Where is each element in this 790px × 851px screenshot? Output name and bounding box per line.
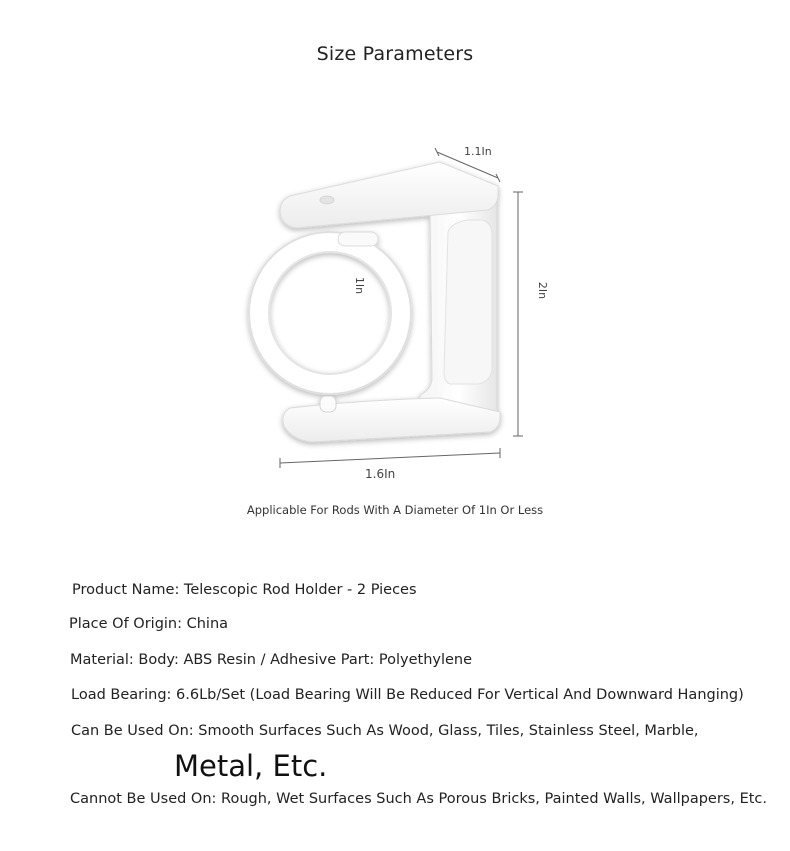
spec-product-name: Product Name: Telescopic Rod Holder - 2 Pieces: [72, 582, 417, 598]
ring-diameter-label: 1In: [353, 276, 367, 295]
spec-origin: Place Of Origin: China: [69, 616, 229, 632]
width-label: 1.6In: [365, 467, 396, 481]
spec-load-bearing: Load Bearing: 6.6Lb/Set (Load Bearing Will Be Reduced For Vertical And Downward Hanging): [71, 687, 744, 703]
spec-material: Material: Body: ABS Resin / Adhesive Part: Polyethylene: [70, 652, 473, 668]
holder-body: [249, 162, 500, 442]
dimension-line-width: [280, 448, 500, 468]
height-label: 2In: [536, 281, 550, 300]
spec-cannot-use-on: Cannot Be Used On: Rough, Wet Surfaces Such As Porous Bricks, Painted Walls, Wallpapers, Etc.: [70, 791, 767, 807]
page-title: Size Parameters: [316, 43, 474, 65]
spec-can-use-on: Can Be Used On: Smooth Surfaces Such As Wood, Glass, Tiles, Stainless Steel, Marble,: [71, 723, 699, 739]
spec-can-use-on-continued: Metal, Etc.: [174, 749, 328, 783]
dimension-line-height: [513, 192, 523, 436]
top-depth-label: 1.1In: [464, 145, 492, 158]
diameter-caption: Applicable For Rods With A Diameter Of 1In Or Less: [246, 503, 544, 517]
